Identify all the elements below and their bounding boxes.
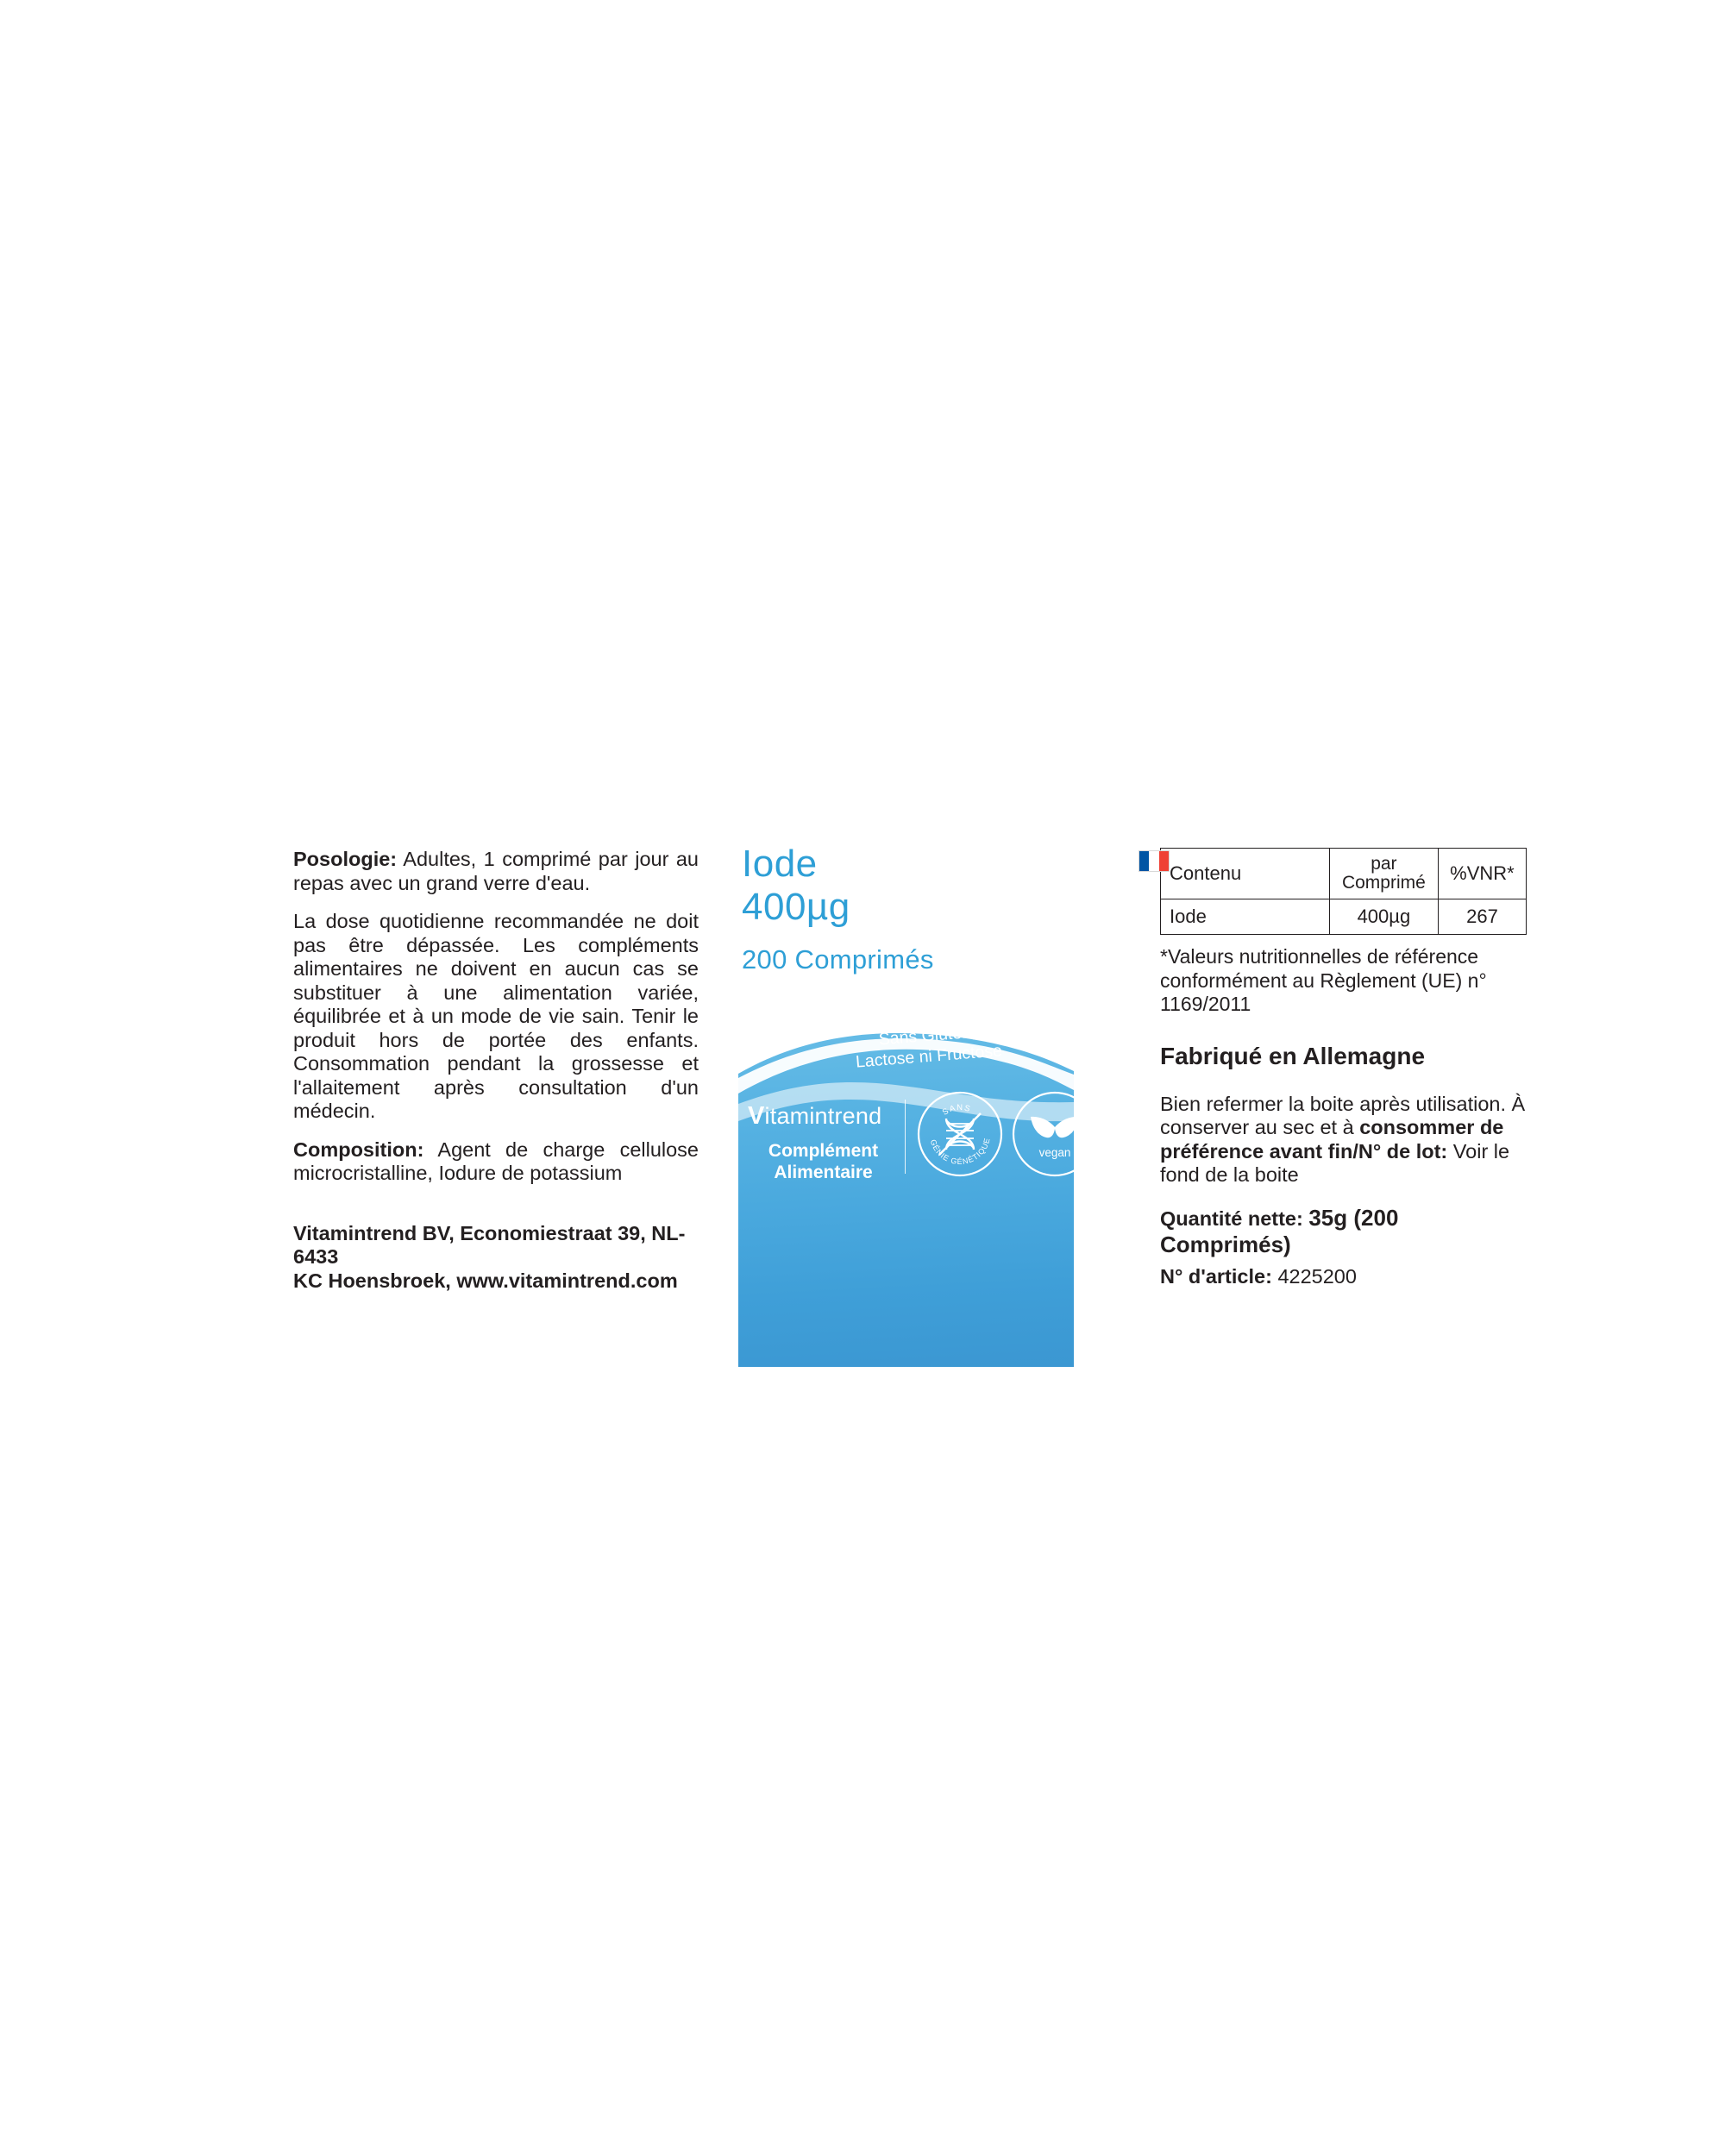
net-quantity-value: 35g (200 Comprimés) (1160, 1204, 1399, 1257)
dosage-paragraph (293, 848, 699, 895)
composition-label: Composition: (293, 1138, 424, 1161)
storage-paragraph (1160, 1093, 1531, 1188)
storage-part-2: Voir le fond de la boite (1160, 1139, 1510, 1186)
header-nrv: %VNR* (1438, 849, 1526, 899)
header-per-tablet (1329, 849, 1438, 899)
article-label: N° d'article: (1160, 1264, 1272, 1288)
brand-name (748, 1102, 912, 1131)
gmo-free-icon (915, 1089, 1005, 1179)
article-value: 4225200 (1277, 1264, 1357, 1288)
nrv-footnote: *Valeurs nutritionnelles de référence conformément au Règlement (UE) n° 1169/2011 (1160, 945, 1487, 1015)
badge-vegan (1010, 1089, 1100, 1179)
composition-text: Agent de charge cellulose microcristalline, Iodure de potassium (293, 1138, 699, 1184)
vegan-text: vegan (1038, 1146, 1071, 1159)
flag-band-white (1149, 851, 1158, 871)
right-info-panel (1160, 832, 1531, 1289)
flag-band-red (1159, 851, 1169, 871)
dosage-text: Adultes, 1 comprimé par jour au repas avec un grand verre d'eau. (293, 848, 699, 894)
article-number-line (1160, 1263, 1531, 1289)
vegan-leaf-icon (1010, 1089, 1100, 1179)
product-dose: 400µg (742, 886, 850, 928)
badge-gluten-line-2: Lactose ni Fructose (855, 1041, 1003, 1072)
brand-v-mark: V (748, 1102, 765, 1130)
badge-gluten-line-1: Sans Gluten, (877, 1022, 977, 1050)
brand-lockup (748, 1102, 912, 1183)
header-per-line-1: par (1371, 854, 1397, 874)
product-label (293, 832, 1526, 1367)
storage-bold: consommer de préférence avant fin/N° de lot: (1160, 1116, 1504, 1163)
product-name: Iode (742, 843, 818, 885)
table-header-row (1161, 849, 1527, 899)
made-in-text: Fabriqué en Allemagne (1160, 1042, 1426, 1069)
header-content: Contenu (1161, 849, 1330, 899)
product-face-panel (729, 832, 1074, 1367)
badge-gmo-free (915, 1089, 1005, 1179)
warning-paragraph: La dose quotidienne recommandée ne doit pas être dépassée. Les compléments alimentaires ne doivent en aucun cas se substituer à une alimentation variée, équilibrée et à un mode de vie sain. Tenir le produit hors de portée des enfants. Consommation pendant la grossesse et l'allaitement après consultation d'un médecin. (293, 910, 699, 1122)
gmo-top-text: SANS (940, 1102, 973, 1118)
address-line-2: KC Hoensbroek, www.vitamintrend.com (293, 1269, 678, 1292)
svg-text:SANS (941, 1103, 972, 1118)
manufacturer-address (293, 1222, 699, 1294)
french-flag-icon (1138, 850, 1170, 872)
net-quantity-label: Quantité nette: (1160, 1206, 1303, 1230)
composition-paragraph (293, 1138, 699, 1186)
brand-subtitle (748, 1140, 899, 1183)
gmo-bottom-text: GÉNIE GÉNÉTIQUE (928, 1137, 992, 1167)
product-title (742, 843, 850, 929)
flag-band-blue (1139, 851, 1149, 871)
product-count: 200 Comprimés (742, 944, 934, 975)
brand-divider (905, 1100, 906, 1174)
left-info-panel (293, 848, 699, 1293)
brand-name-text: itamintrend (764, 1103, 882, 1129)
brand-subtitle-line-2: Alimentaire (774, 1163, 873, 1182)
brand-subtitle-line-1: Complément (768, 1141, 879, 1161)
nutrition-table (1160, 848, 1527, 935)
row-per-tablet: 400µg (1329, 899, 1438, 935)
row-name: Iode (1161, 899, 1330, 935)
dosage-label: Posologie: (293, 848, 398, 870)
table-row (1161, 899, 1527, 935)
storage-part-1: Bien refermer la boite après utilisation. À conserver au sec et à (1160, 1092, 1526, 1138)
net-quantity-line (1160, 1205, 1531, 1258)
address-line-1: Vitamintrend BV, Economiestraat 39, NL-6433 (293, 1221, 686, 1268)
row-nrv: 267 (1438, 899, 1526, 935)
header-per-line-2: Comprimé (1341, 873, 1426, 893)
